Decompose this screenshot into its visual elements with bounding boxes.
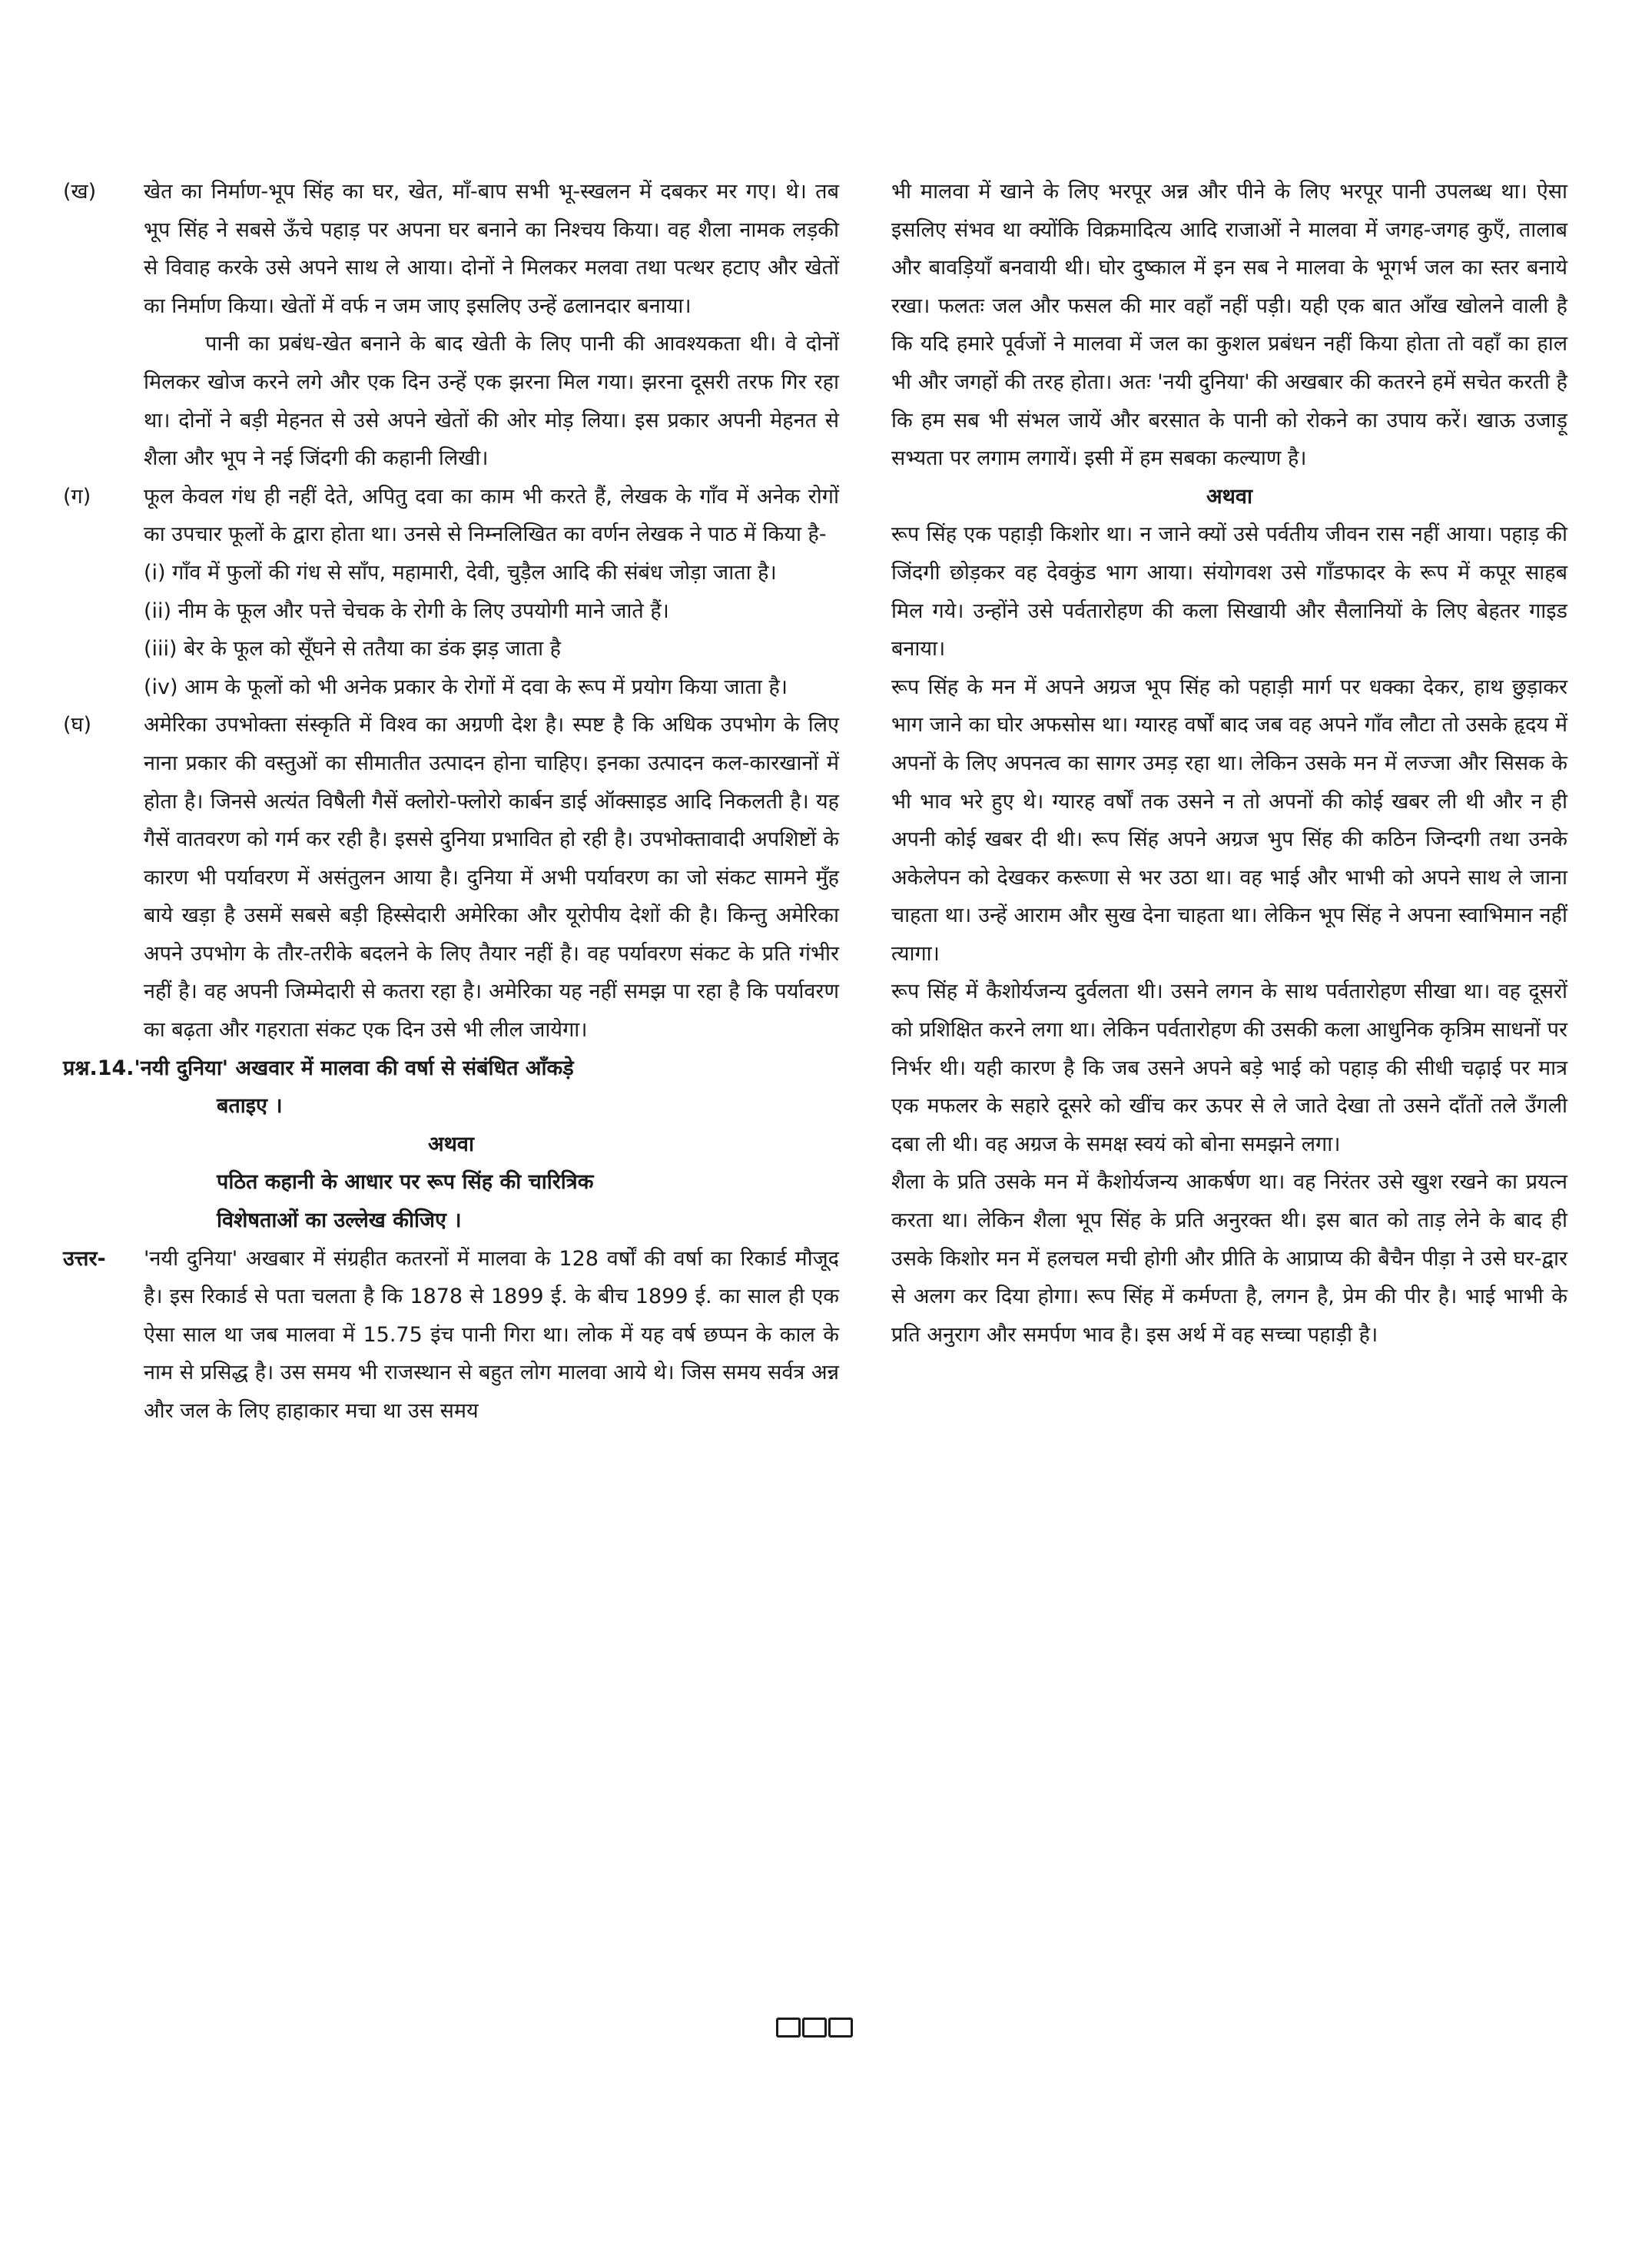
answer-ga-item-2: (ii) नीम के फूल और पत्ते चेचक के रोगी के लिए उपयोगी माने जाते हैं।: [144, 598, 669, 623]
answer-gha: [63, 706, 839, 1049]
answer-ga-intro: फूल केवल गंध ही नहीं देते, अपितु दवा का काम भी करते हैं, लेखक के गाँव में अनेक रोगों का उपचार फूलों के द्वारा होता था। उनसे से निम्नलिखित का वर्णन लेखक ने पाठ में किया है-: [144, 484, 839, 547]
answer-14-text: 'नयी दुनिया' अखबार में संग्रहीत कतरनों में मालवा के 128 वर्षों की वर्षा का रिकार्ड मौजूद है। इस रिकार्ड से पता चलता है कि 1878 से 1899 ई. के बीच 1899 ई. का साल ही एक ऐसा साल था जब मालवा में 15.75 इंच पानी गिरा था। लोक में यह वर्ष छप्पन के काल के नाम से प्रसिद्ध है। उस समय भी राजस्थान से बहुत लोग मालवा आये थे। जिस समय सर्वत्र अन्न और जल के लिए हाहाकार मचा था उस समय: [144, 1246, 839, 1423]
ornament-box: [776, 2018, 801, 2038]
answer-gha-text: अमेरिका उपभोक्ता संस्कृति में विश्व का अग्रणी देश है। स्पष्ट है कि अधिक उपभोग के लिए नाना प्रकार की वस्तुओं का सीमातीत उत्पादन होना चाहिए। इनका उत्पादन कल-कारखानों में होता है। जिनसे अत्यंत विषैली गैसें क्लोरो-फ्लोरो कार्बन डाई ऑक्साइड आदि निकलती है। यह गैसें वातवरण को गर्म कर रही है। इससे दुनिया प्रभावित हो रही है। उपभोक्तावादी अपशिष्टों के कारण भी पर्यावरण में असंतुलन आया है। दुनिया में अभी पर्यावरण का जो संकट सामने मुँह बाये खड़ा है उसमें सबसे बड़ी हिस्सेदारी अमेरिका और यूरोपीय देशों की है। किन्तु अमेरिका अपने उपभोग के तौर-तरीके बदलने के लिए तैयार नहीं है। वह पर्यावरण संकट के प्रति गंभीर नहीं है। वह अपनी जिम्मेदारी से कतरा रहा है। अमेरिका यह नहीं समझ पा रहा है कि पर्यावरण का बढ़ता और गहराता संकट एक दिन उसे भी लील जायेगा।: [144, 713, 839, 1043]
page-end-ornament: [776, 2013, 854, 2040]
roop-singh-paragraph-3: रूप सिंह में कैशोर्यजन्य दुर्वलता थी। उसने लगन के साथ पर्वतारोहण सीखा था। वह दूसरों को प्रशिक्षित करने लगा था। लेकिन पर्वतारोहण की उसकी कला आधुनिक कृत्रिम साधनों पर निर्भर थी। यही कारण है कि जब उसने अपने बड़े भाई को पहाड़ की सीधी चढ़ाई पर मात्र एक मफलर के सहारे दूसरे को खींच कर ऊपर से ले जाते देखा तो उसने दाँतों तले उँगली दबा ली थी। वह अग्रज के समक्ष स्वयं को बोना समझने लगा।: [891, 980, 1567, 1156]
alternative-answer-heading: अथवा: [1206, 484, 1252, 509]
answer-14-continued: भी मालवा में खाने के लिए भरपूर अन्न और पीने के लिए भरपूर पानी उपलब्ध था। ऐसा इसलिए संभव था क्योंकि विक्रमादित्य आदि राजाओं ने मालवा में जगह-जगह कुएँ, तालाब और बावड़ियाँ बनवायी थी। घोर दुष्काल में इन सब ने मालवा के भूगर्भ जल का स्तर बनाये रखा। फलतः जल और फसल की मार वहाँ नहीं पड़ी। यही एक बात आँख खोलने वाली है कि यदि हमारे पूर्वजों ने मालवा में जल का कुशल प्रबंधन नहीं किया होता तो वहाँ का हाल भी और जगहों की तरह होता। अतः 'नयी दुनिया' की अखबार की कतरने हमें सचेत करती है कि हम सब भी संभल जायें और बरसात के पानी को रोकने का उपाय करें। खाऊ उजाड़ू सभ्यता पर लगाम लगायें। इसी में हम सबका कल्याण है।: [891, 180, 1567, 471]
answer-kha-marker: (ख): [63, 180, 97, 204]
right-column: [891, 173, 1567, 1354]
answer-ga-item-4: (iv) आम के फूलों को भी अनेक प्रकार के रोगों में दवा के रूप में प्रयोग किया जाता है।: [144, 675, 788, 699]
question-14-line-1: प्रश्न.14.'नयी दुनिया' अखवार में मालवा की वर्षा से संबंधित आँकड़े: [63, 1056, 574, 1080]
question-14-or: अथवा: [428, 1132, 474, 1156]
answer-14-marker: उत्तर-: [63, 1246, 106, 1271]
question-14-line-2: बताइए ।: [217, 1094, 283, 1119]
answer-kha-paragraph-2: पानी का प्रबंध-खेत बनाने के बाद खेती के लिए पानी की आवश्यकता थी। वे दोनों मिलकर खोज करने लगे और एक दिन उन्हें एक झरना मिल गया। झरना दूसरी तरफ गिर रहा था। दोनों ने बड़ी मेहनत से उसे अपने खेतों की ओर मोड़ लिया। इस प्रकार अपनी मेहनत से शैला और भूप ने नई जिंदगी की कहानी लिखी।: [144, 332, 839, 471]
left-column: [63, 173, 839, 1431]
answer-ga-item-3: (iii) बेर के फूल को सूँघने से ततैया का डंक झड़ जाता है: [144, 637, 562, 662]
ornament-box: [828, 2018, 853, 2038]
roop-singh-paragraph-4: शैला के प्रति उसके मन में कैशोर्यजन्य आकर्षण था। वह निरंतर उसे खुश रखने का प्रयत्न करता था। लेकिन शैला भूप सिंह के प्रति अनुरक्त थी। इस बात को ताड़ लेने के बाद ही उसके किशोर मन में हलचल मची होगी और प्रीति के आप्राप्य की बैचैन पीड़ा ने उसे घर-द्वार से अलग कर दिया होगा। रूप सिंह में कर्मण्ता है, लगन है, प्रेम की पीर है। भाई भाभी के प्रति अनुराग और समर्पण भाव है। इस अर्थ में वह सच्चा पहाड़ी है।: [891, 1170, 1567, 1347]
roop-singh-paragraph-2: रूप सिंह के मन में अपने अग्रज भूप सिंह को पहाड़ी मार्ग पर धक्का देकर, हाथ छुड़ाकर भाग जाने का घोर अफसोस था। ग्यारह वर्षों बाद जब वह अपने गाँव लौटा तो उसके हृदय में अपनों के लिए अपनत्व का सागर उमड़ रहा था। लेकिन उसके मन में लज्जा और सिसक के भी भाव भरे हुए थे। ग्यारह वर्षों तक उसने न तो अपनों की कोई खबर ली थी और न ही अपनी कोई खबर दी थी। रूप सिंह अपने अग्रज भुप सिंह की कठिन जिन्दगी तथा उनके अकेलेपन को देखकर करूणा से भर उठा था। वह भाई और भाभी को अपने साथ ले जाना चाहता था। उन्हें आराम और सुख देना चाहता था। लेकिन भूप सिंह ने अपना स्वाभिमान नहीं त्यागा।: [891, 675, 1567, 966]
question-14-alt-line-1: पठित कहानी के आधार पर रूप सिंह की चारित्रिक: [217, 1170, 594, 1195]
answer-kha: [63, 173, 839, 478]
answer-14: [63, 1240, 839, 1431]
answer-ga-marker: (ग): [63, 484, 91, 509]
answer-kha-paragraph-1: खेत का निर्माण-भूप सिंह का घर, खेत, माँ-बाप सभी भू-स्खलन में दबकर मर गए। थे। तब भूप सिंह ने सबसे ऊँचे पहाड़ पर अपना घर बनाने का निश्चय किया। वह शैला नामक लड़की से विवाह करके उसे अपने साथ ले आया। दोनों ने मिलकर मलवा तथा पत्थर हटाए और खेतों का निर्माण किया। खेतों में वर्फ न जम जाए इसलिए उन्हें ढलानदार बनाया।: [144, 180, 839, 318]
ornament-box: [802, 2018, 827, 2038]
question-14: [63, 1049, 839, 1240]
answer-gha-marker: (घ): [63, 713, 92, 738]
question-14-alt-line-2: विशेषताओं का उल्लेख कीजिए ।: [217, 1209, 462, 1233]
answer-ga: [63, 478, 839, 707]
answer-ga-item-1: (i) गाँव में फुलों की गंध से साँप, महामारी, देवी, चुड़ैल आदि की संबंध जोड़ा जाता है।: [144, 560, 777, 585]
roop-singh-paragraph-1: रूप सिंह एक पहाड़ी किशोर था। न जाने क्यों उसे पर्वतीय जीवन रास नहीं आया। पहाड़ की जिंदगी छोड़कर वह देवकुंड भाग आया। संयोगवश उसे गाँडफादर के रूप में कपूर साहब मिल गये। उन्होंने उसे पर्वतारोहण की कला सिखायी और सैलानियों के लिए बेहतर गाइड बनाया।: [891, 522, 1567, 662]
